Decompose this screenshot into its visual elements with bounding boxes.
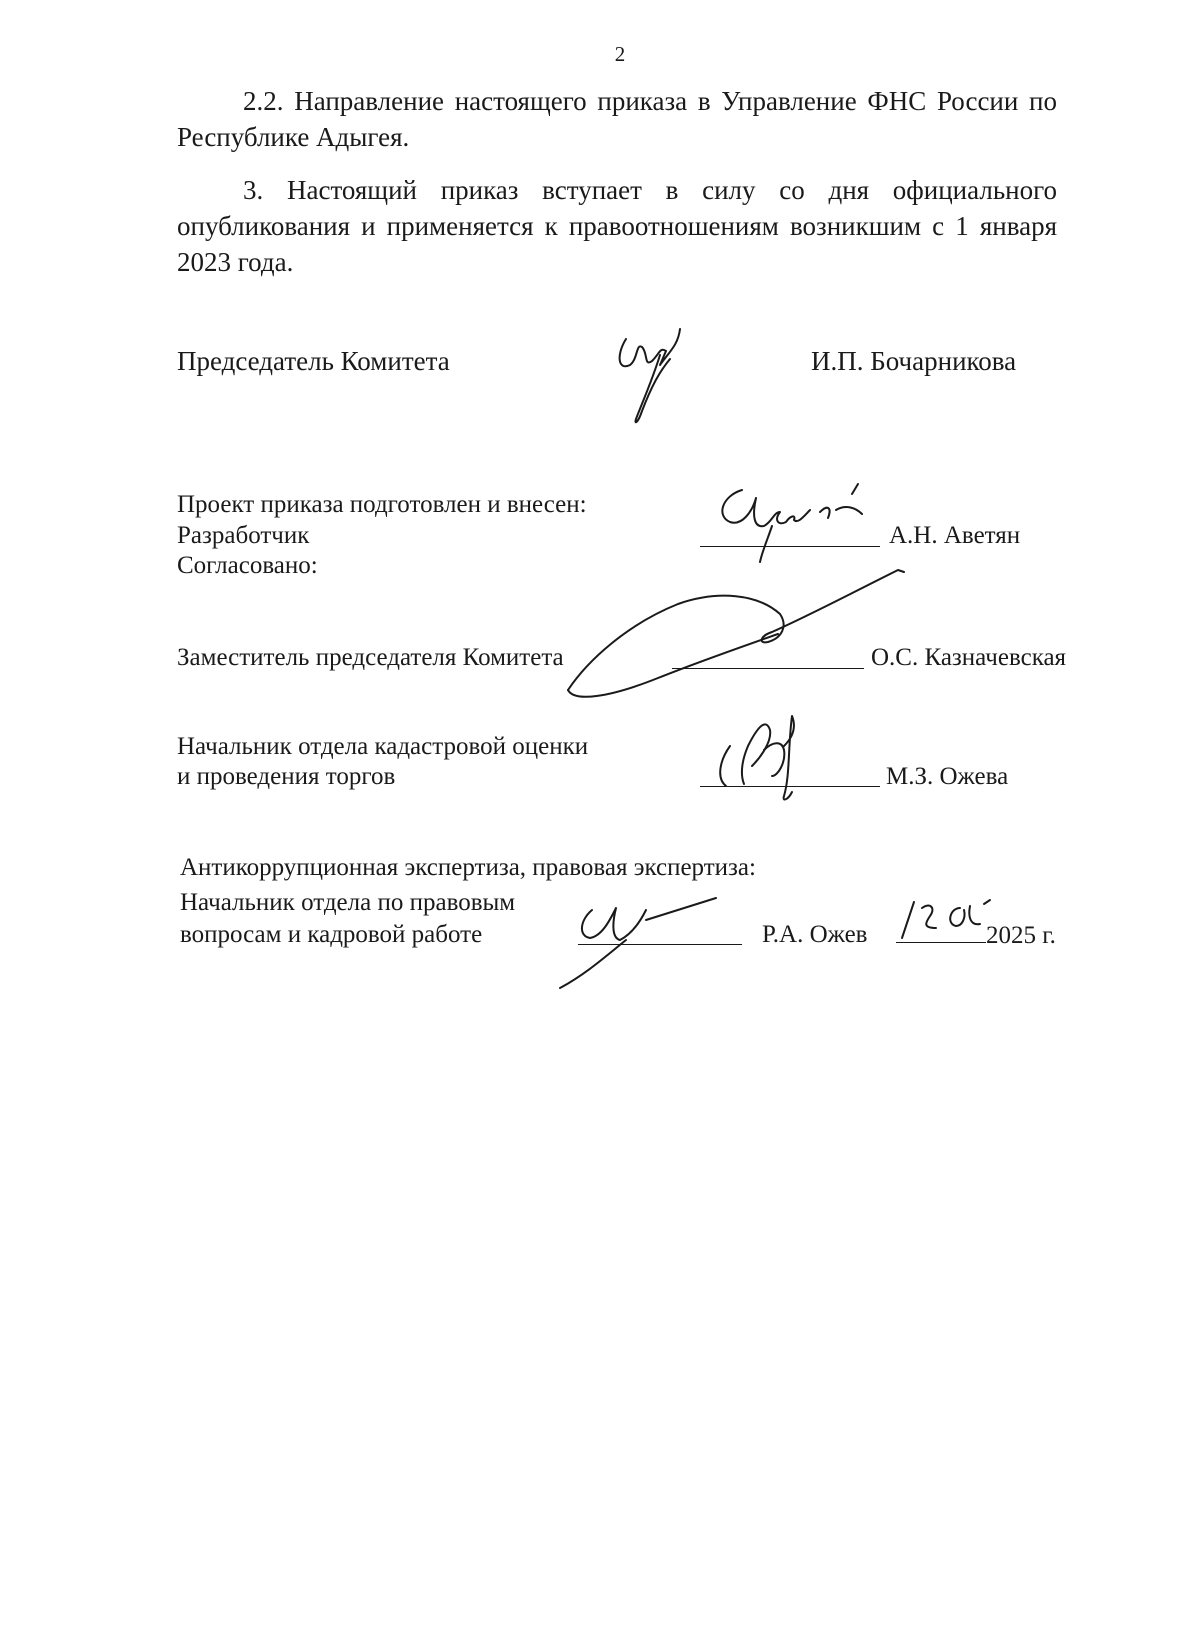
chairman-name: И.П. Бочарникова (811, 346, 1017, 376)
expertise-heading: Антикоррупционная экспертиза, правовая экспертиза: (180, 854, 756, 881)
expertise-position-line1: Начальник отдела по правовым (180, 889, 516, 916)
approval-position-deputy: Заместитель председателя Комитета (177, 644, 564, 671)
approval-name-deputy: О.С. Казначевская (871, 644, 1067, 671)
expertise-name: Р.А. Ожев (762, 921, 868, 948)
expertise-signature (556, 880, 736, 990)
cadastral-signature (712, 706, 822, 806)
paragraph-3: 3. Настоящий приказ вступает в силу со дня официального опубликования и применяется к правоотношениям возникшим с 1 января 2023 года. (177, 175, 1057, 277)
deputy-signature (568, 560, 908, 710)
expertise-position-line2: вопросам и кадровой работе (180, 921, 483, 948)
page-number: 2 (614, 42, 626, 66)
developer-signature (712, 482, 882, 572)
agreed-label: Согласовано: (177, 552, 318, 579)
paragraph-2-2: 2.2. Направление настоящего приказа в Управление ФНС России по Республике Адыгея. (177, 86, 1057, 152)
expertise-date-handwritten (896, 898, 992, 948)
chairman-position: Председатель Комитета (177, 346, 450, 376)
developer-label: Разработчик (177, 522, 310, 549)
project-heading: Проект приказа подготовлен и внесен: (177, 491, 587, 518)
expertise-date: 2025 г. (896, 920, 1056, 950)
approval-position-cadastral-line2: и проведения торгов (177, 763, 396, 790)
approval-name-cadastral: М.З. Ожева (886, 763, 1009, 790)
chairman-signature (612, 325, 702, 425)
developer-name: А.Н. Аветян (889, 522, 1021, 549)
approval-position-cadastral-line1: Начальник отдела кадастровой оценки (177, 733, 589, 760)
